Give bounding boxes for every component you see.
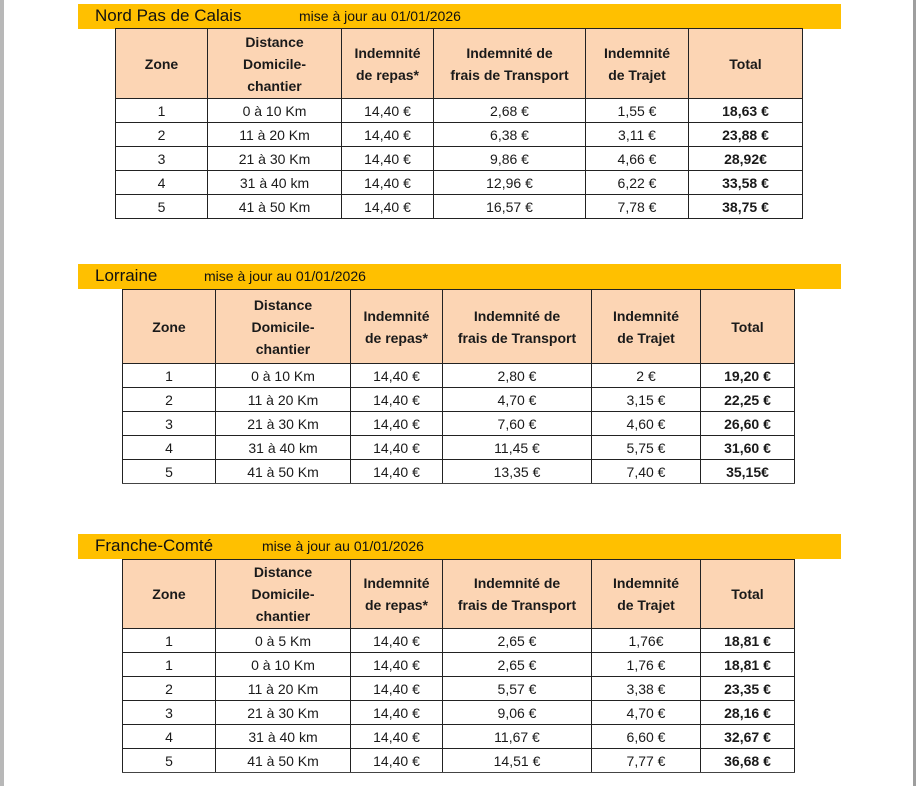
cell-distance: 0 à 5 Km — [216, 629, 351, 653]
table-row — [123, 460, 795, 484]
cell-zone: 5 — [116, 195, 208, 219]
cell-distance: 41 à 50 Km — [216, 460, 351, 484]
cell-repas: 14,40 € — [351, 653, 443, 677]
cell-total: 18,81 € — [701, 653, 795, 677]
rates-table-nord-pas-de-calais — [115, 28, 803, 219]
cell-transport: 6,38 € — [434, 123, 586, 147]
cell-zone: 1 — [116, 99, 208, 123]
col-header-zone: Zone — [123, 560, 216, 629]
cell-trajet: 1,55 € — [586, 99, 689, 123]
col-header-trajet: Indemnité de Trajet — [592, 290, 701, 364]
cell-zone: 4 — [116, 171, 208, 195]
table-row — [116, 123, 803, 147]
table-row — [123, 412, 795, 436]
header-row — [116, 29, 803, 99]
cell-transport: 16,57 € — [434, 195, 586, 219]
table-row — [116, 171, 803, 195]
table-row — [123, 749, 795, 773]
cell-distance: 0 à 10 Km — [208, 99, 342, 123]
cell-trajet: 7,77 € — [592, 749, 701, 773]
cell-zone: 3 — [123, 701, 216, 725]
cell-trajet: 1,76€ — [592, 629, 701, 653]
cell-zone: 2 — [123, 677, 216, 701]
cell-repas: 14,40 € — [342, 99, 434, 123]
cell-trajet: 7,78 € — [586, 195, 689, 219]
col-header-total: Total — [689, 29, 803, 99]
cell-trajet: 6,60 € — [592, 725, 701, 749]
cell-distance: 0 à 10 Km — [216, 364, 351, 388]
cell-transport: 11,45 € — [443, 436, 592, 460]
table-row — [123, 436, 795, 460]
cell-transport: 2,65 € — [443, 653, 592, 677]
cell-zone: 1 — [123, 653, 216, 677]
table-row — [116, 99, 803, 123]
header-row — [123, 290, 795, 364]
cell-total: 23,35 € — [701, 677, 795, 701]
cell-distance: 11 à 20 Km — [216, 677, 351, 701]
cell-trajet: 3,38 € — [592, 677, 701, 701]
cell-repas: 14,40 € — [342, 147, 434, 171]
col-header-trajet: Indemnité de Trajet — [586, 29, 689, 99]
cell-distance: 31 à 40 km — [216, 725, 351, 749]
cell-distance: 21 à 30 Km — [216, 412, 351, 436]
cell-repas: 14,40 € — [351, 388, 443, 412]
cell-distance: 11 à 20 Km — [208, 123, 342, 147]
table-row — [116, 195, 803, 219]
cell-transport: 2,65 € — [443, 629, 592, 653]
cell-total: 19,20 € — [701, 364, 795, 388]
update-note: mise à jour au 01/01/2026 — [299, 8, 461, 24]
cell-transport: 11,67 € — [443, 725, 592, 749]
section-header-lorraine — [78, 264, 841, 289]
cell-total: 18,81 € — [701, 629, 795, 653]
section-header-franche-comte — [78, 534, 841, 559]
cell-zone: 1 — [123, 629, 216, 653]
col-header-repas: Indemnité de repas* — [342, 29, 434, 99]
cell-trajet: 7,40 € — [592, 460, 701, 484]
cell-repas: 14,40 € — [351, 629, 443, 653]
cell-total: 38,75 € — [689, 195, 803, 219]
cell-trajet: 3,11 € — [586, 123, 689, 147]
update-note: mise à jour au 01/01/2026 — [204, 268, 366, 284]
table-row — [116, 147, 803, 171]
cell-trajet: 2 € — [592, 364, 701, 388]
cell-repas: 14,40 € — [351, 436, 443, 460]
cell-repas: 14,40 € — [342, 195, 434, 219]
cell-repas: 14,40 € — [351, 677, 443, 701]
cell-repas: 14,40 € — [342, 171, 434, 195]
cell-repas: 14,40 € — [351, 749, 443, 773]
cell-total: 28,92€ — [689, 147, 803, 171]
cell-total: 18,63 € — [689, 99, 803, 123]
cell-total: 35,15€ — [701, 460, 795, 484]
col-header-transport: Indemnité de frais de Transport — [443, 290, 592, 364]
cell-transport: 5,57 € — [443, 677, 592, 701]
cell-repas: 14,40 € — [351, 412, 443, 436]
cell-total: 26,60 € — [701, 412, 795, 436]
region-title: Franche-Comté — [95, 536, 214, 555]
region-title: Nord Pas de Calais — [95, 6, 242, 25]
cell-distance: 41 à 50 Km — [216, 749, 351, 773]
cell-repas: 14,40 € — [351, 701, 443, 725]
cell-zone: 3 — [116, 147, 208, 171]
cell-transport: 9,86 € — [434, 147, 586, 171]
table-row — [123, 653, 795, 677]
col-header-repas: Indemnité de repas* — [351, 560, 443, 629]
cell-transport: 9,06 € — [443, 701, 592, 725]
cell-transport: 2,80 € — [443, 364, 592, 388]
col-header-transport: Indemnité de frais de Transport — [434, 29, 586, 99]
cell-total: 23,88 € — [689, 123, 803, 147]
cell-repas: 14,40 € — [351, 364, 443, 388]
cell-zone: 3 — [123, 412, 216, 436]
section-header-nord-pas-de-calais — [78, 4, 841, 29]
rates-table-lorraine — [122, 289, 795, 484]
col-header-distance: Distance Domicile- chantier — [216, 560, 351, 629]
cell-zone: 5 — [123, 460, 216, 484]
cell-zone: 1 — [123, 364, 216, 388]
col-header-distance: Distance Domicile- chantier — [216, 290, 351, 364]
cell-transport: 7,60 € — [443, 412, 592, 436]
cell-distance: 31 à 40 km — [208, 171, 342, 195]
cell-distance: 21 à 30 Km — [208, 147, 342, 171]
cell-zone: 4 — [123, 436, 216, 460]
col-header-zone: Zone — [116, 29, 208, 99]
cell-repas: 14,40 € — [351, 460, 443, 484]
cell-trajet: 5,75 € — [592, 436, 701, 460]
cell-trajet: 4,60 € — [592, 412, 701, 436]
col-header-transport: Indemnité de frais de Transport — [443, 560, 592, 629]
cell-repas: 14,40 € — [351, 725, 443, 749]
region-title: Lorraine — [95, 266, 158, 285]
cell-zone: 5 — [123, 749, 216, 773]
cell-total: 36,68 € — [701, 749, 795, 773]
table-row — [123, 701, 795, 725]
cell-trajet: 3,15 € — [592, 388, 701, 412]
cell-transport: 13,35 € — [443, 460, 592, 484]
table-row — [123, 677, 795, 701]
cell-zone: 4 — [123, 725, 216, 749]
cell-zone: 2 — [123, 388, 216, 412]
cell-distance: 0 à 10 Km — [216, 653, 351, 677]
cell-trajet: 4,66 € — [586, 147, 689, 171]
cell-transport: 14,51 € — [443, 749, 592, 773]
update-note: mise à jour au 01/01/2026 — [262, 538, 424, 554]
table-row — [123, 629, 795, 653]
cell-repas: 14,40 € — [342, 123, 434, 147]
cell-trajet: 1,76 € — [592, 653, 701, 677]
table-row — [123, 388, 795, 412]
cell-total: 28,16 € — [701, 701, 795, 725]
cell-transport: 12,96 € — [434, 171, 586, 195]
col-header-trajet: Indemnité de Trajet — [592, 560, 701, 629]
table-row — [123, 364, 795, 388]
cell-total: 32,67 € — [701, 725, 795, 749]
cell-trajet: 4,70 € — [592, 701, 701, 725]
cell-total: 22,25 € — [701, 388, 795, 412]
cell-total: 31,60 € — [701, 436, 795, 460]
col-header-total: Total — [701, 560, 795, 629]
col-header-distance: Distance Domicile- chantier — [208, 29, 342, 99]
cell-distance: 31 à 40 km — [216, 436, 351, 460]
cell-distance: 11 à 20 Km — [216, 388, 351, 412]
col-header-total: Total — [701, 290, 795, 364]
col-header-repas: Indemnité de repas* — [351, 290, 443, 364]
cell-total: 33,58 € — [689, 171, 803, 195]
cell-trajet: 6,22 € — [586, 171, 689, 195]
table-row — [123, 725, 795, 749]
col-header-zone: Zone — [123, 290, 216, 364]
cell-transport: 4,70 € — [443, 388, 592, 412]
rates-table-franche-comte — [122, 559, 795, 773]
cell-transport: 2,68 € — [434, 99, 586, 123]
cell-distance: 21 à 30 Km — [216, 701, 351, 725]
cell-distance: 41 à 50 Km — [208, 195, 342, 219]
cell-zone: 2 — [116, 123, 208, 147]
page-left-edge — [0, 0, 4, 786]
header-row — [123, 560, 795, 629]
